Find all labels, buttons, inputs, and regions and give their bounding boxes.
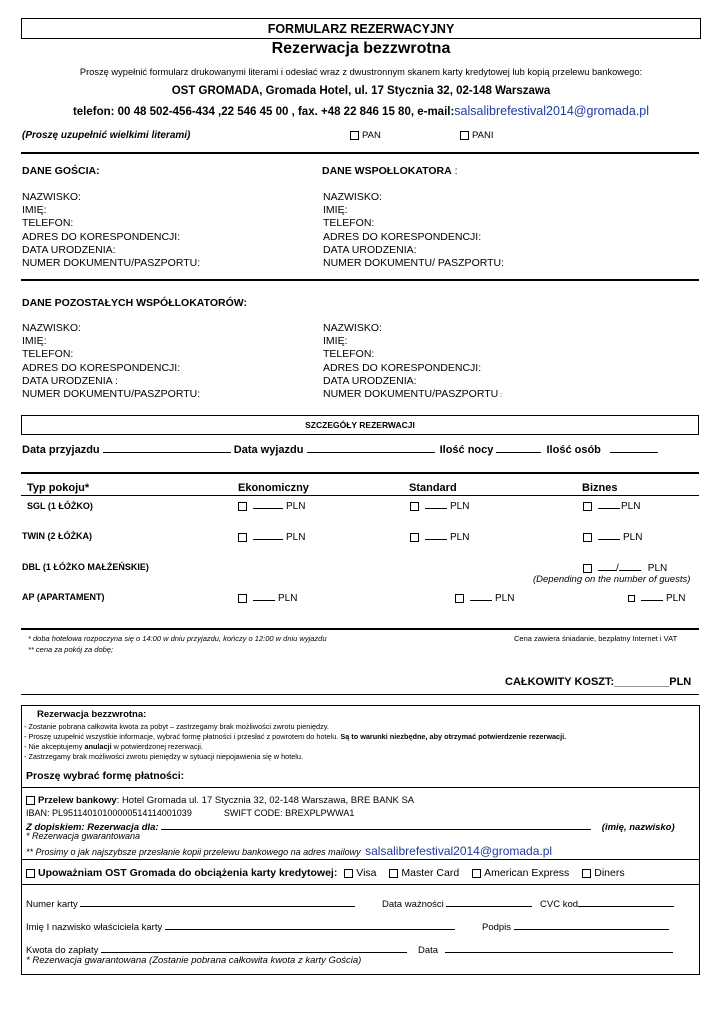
price-separator: / [616, 563, 619, 574]
transfer-iban: IBAN: PL95114010100000514114001039 [26, 808, 192, 818]
checkbox-icon [455, 594, 464, 603]
currency-label: PLN [450, 501, 470, 512]
card-type-label: American Express [484, 867, 570, 879]
guest-field-name[interactable]: IMIĘ: [22, 204, 47, 217]
guest-field-phone[interactable]: TELEFON: [22, 217, 74, 230]
card-number-row [26, 896, 355, 910]
checkbox-icon [26, 869, 35, 878]
currency-label: PLN [278, 593, 298, 604]
roommate-field-name[interactable]: IMIĘ: [323, 204, 348, 217]
other2-field-document-wrap[interactable] [323, 388, 502, 402]
guest-field-document[interactable]: NUMER DOKUMENTU/PASZPORTU: [22, 257, 201, 270]
checkbox-icon [238, 533, 247, 542]
checkbox-icon [238, 594, 247, 603]
nonrefund-line3-text: - Nie akceptujemy [24, 742, 85, 751]
checkbox-icon [472, 869, 481, 878]
card-signature-field[interactable] [514, 919, 669, 930]
checkbox-icon [350, 131, 359, 140]
others-right-fields [323, 322, 502, 402]
room-header-business: Biznes [582, 482, 618, 494]
room-header-economy: Ekonomiczny [238, 482, 309, 494]
transfer-email-link[interactable]: salsalibrefestival2014@gromada.pl [365, 844, 553, 858]
checkbox-icon [583, 564, 592, 573]
card-date-field[interactable] [445, 942, 673, 953]
divider [21, 279, 699, 281]
divider [21, 628, 699, 630]
room-type-dbl: DBL (1 ŁÓŻKO MAŁŻEŃSKIE) [22, 562, 149, 572]
price-twin-business[interactable] [583, 530, 642, 543]
contact-email-link[interactable]: salsalibrefestival2014@gromada.pl [454, 104, 650, 118]
nights-field[interactable] [496, 442, 541, 453]
price-blank [598, 530, 620, 540]
price-blank [598, 499, 620, 509]
guest-heading: DANE GOŚCIA: [22, 165, 100, 177]
card-number-label: Numer karty [26, 899, 78, 910]
price-ap-business[interactable] [628, 591, 685, 604]
transfer-send-copy-text: ** Prosimy o jak najszybsze przesłanie kopii przelewu bankowego na adres mailowy [26, 847, 361, 857]
nonrefund-line1: - Zostanie pobrana całkowita kwota za pobyt – zastrzegamy brak możliwości zwrotu pieniędzy. [24, 722, 329, 731]
nonrefund-line3-rest: w potwierdzonej rezerwacji. [111, 742, 203, 751]
checkbox-icon [389, 869, 398, 878]
price-ap-economy[interactable] [238, 591, 297, 604]
guest-field-birthdate[interactable]: DATA URODZENIA: [22, 243, 116, 256]
total-currency: PLN [669, 676, 692, 688]
nights-label: Ilość nocy [439, 444, 494, 456]
price-twin-economy[interactable] [238, 530, 305, 543]
card-date-label: Data [418, 945, 439, 956]
reservation-heading: SZCZEGÓŁY REZERWACJI [305, 420, 415, 430]
price-sgl-standard[interactable] [410, 499, 469, 512]
nonrefund-title: Rezerwacja bezzwrotna: [37, 709, 147, 720]
contact-line [21, 104, 701, 118]
title-option-label: PAN [362, 130, 381, 141]
roommate-field-address[interactable]: ADRES DO KORESPONDENCJI: [323, 230, 482, 243]
persons-field[interactable] [610, 442, 658, 453]
other1-field-name[interactable]: IMIĘ: [22, 335, 47, 348]
price-sgl-economy[interactable] [238, 499, 305, 512]
currency-label: PLN [623, 532, 643, 543]
nonrefund-line2-bold: Są to warunki niezbędne, aby otrzymać potwierdzenie rezerwacji. [340, 732, 567, 741]
payment-heading: Proszę wybrać formę płatności: [26, 770, 185, 782]
arrival-date-field[interactable] [103, 442, 231, 453]
other1-field-address[interactable]: ADRES DO KORESPONDENCJI: [22, 361, 181, 374]
form-title-box [21, 18, 701, 39]
transfer-label: Przelew bankowy [38, 795, 117, 806]
nonrefund-line3-bold: anulacji [84, 742, 112, 751]
transfer-option[interactable] [26, 795, 414, 806]
other1-field-surname[interactable]: NAZWISKO: [22, 322, 81, 334]
total-blank: _________ [614, 676, 670, 688]
departure-label: Data wyjazdu [233, 444, 304, 456]
card-authorize-label: Upoważniam OST Gromada do obciążenia karty kredytowej: [38, 867, 338, 879]
card-authorize-line [26, 867, 625, 879]
divider [21, 152, 699, 154]
card-date-row [418, 942, 673, 956]
transfer-title-field[interactable] [161, 819, 591, 830]
reservation-heading-box [21, 415, 699, 435]
card-footnote: * Rezerwacja gwarantowana (Zostanie pobrana całkowita kwota z karty Gościa) [26, 955, 362, 966]
title-option-label: PANI [472, 130, 494, 141]
room-type-ap: AP (APARTAMENT) [22, 592, 105, 602]
divider [21, 495, 699, 496]
guest-field-address[interactable]: ADRES DO KORESPONDENCJI: [22, 230, 181, 243]
other2-field-document: NUMER DOKUMENTU/PASZPORTU [323, 388, 499, 401]
roommate-field-surname[interactable]: NAZWISKO: [323, 191, 382, 203]
checkbox-icon [583, 502, 592, 511]
divider [21, 859, 700, 860]
others-left-fields [22, 322, 200, 401]
checkbox-icon [344, 869, 353, 878]
others-heading: DANE POZOSTAŁYCH WSPÓŁLOKATORÓW: [22, 297, 247, 309]
divider [21, 472, 699, 474]
card-expiry-row [382, 896, 532, 910]
price-ap-standard[interactable] [455, 591, 514, 604]
card-holder-label: Imię I nazwisko właściciela karty [26, 922, 163, 933]
card-authorize-option[interactable] [26, 867, 337, 879]
currency-label: PLN [286, 501, 306, 512]
nonrefund-line2-text: - Proszę uzupełnić wszystkie informacje, wybrać formę płatności i przesłać z powrotem do hotelu. [24, 732, 341, 741]
roommate-field-phone[interactable]: TELEFON: [323, 217, 375, 230]
other2-field-phone[interactable]: TELEFON: [323, 348, 375, 361]
departure-date-field[interactable] [307, 442, 435, 453]
roommate-field-document[interactable]: NUMER DOKUMENTU/ PASZPORTU: [323, 257, 505, 270]
checkbox-icon [238, 502, 247, 511]
other1-field-phone[interactable]: TELEFON: [22, 348, 74, 361]
footnote-checkin: * doba hotelowa rozpoczyna się o 14:00 w dniu przyjazdu, kończy o 12:00 w dniu wyjazdu [28, 634, 327, 643]
roommate-heading-wrap [322, 165, 458, 177]
other2-field-name[interactable]: IMIĘ: [323, 335, 348, 348]
card-type-label: Master Card [401, 867, 460, 879]
transfer-title-suffix: (imię, nazwisko) [601, 822, 675, 833]
guest-field-surname[interactable]: NAZWISKO: [22, 191, 81, 203]
transfer-title-label: Z dopiskiem: Rezerwacja dla: [26, 822, 159, 833]
arrival-label: Data przyjazdu [22, 444, 100, 456]
price-blank [253, 591, 275, 601]
price-blank [641, 591, 663, 601]
card-type-label: Visa [356, 867, 377, 879]
hotel-address: OST GROMADA, Gromada Hotel, ul. 17 Stycznia 32, 02-148 Warszawa [171, 85, 551, 97]
card-signature-row [482, 919, 669, 933]
currency-label: PLN [666, 593, 686, 604]
other2-field-address[interactable]: ADRES DO KORESPONDENCJI: [323, 361, 482, 374]
currency-label: PLN [621, 501, 641, 512]
other2-field-document-suffix: : [498, 392, 503, 400]
transfer-details: : Hotel Gromada ul. 17 Stycznia 32, 02-148 Warszawa, BRE BANK SA [116, 795, 415, 806]
card-expiry-field[interactable] [446, 896, 532, 907]
roommate-heading: DANE WSPOŁLOKATORA [322, 165, 452, 177]
card-type-label: Diners [594, 867, 625, 879]
roommate-fields [323, 191, 504, 270]
instructions: Proszę wypełnić formularz drukowanymi literami i odesłać wraz z dwustronnym skanem karty kredytowej lub kopią przelewu bankowego: [79, 67, 643, 77]
card-amount-row [26, 942, 407, 956]
other1-field-document[interactable]: NUMER DOKUMENTU/PASZPORTU: [22, 388, 201, 401]
card-number-field[interactable] [80, 896, 355, 907]
currency-label: PLN [495, 593, 515, 604]
price-dbl-business[interactable] [583, 561, 667, 574]
checkbox-icon [628, 595, 635, 602]
price-sgl-business[interactable] [583, 499, 640, 512]
card-holder-row [26, 919, 455, 933]
checkbox-icon [26, 796, 35, 805]
transfer-swift: SWIFT CODE: BREXPLPWWA1 [223, 808, 355, 818]
checkbox-icon [460, 131, 469, 140]
card-cvc-field[interactable] [578, 896, 674, 907]
price-blank [253, 499, 283, 509]
dbl-note: (Depending on the number of guests) [533, 574, 691, 585]
room-header-standard: Standard [409, 482, 457, 494]
card-type-mastercard[interactable] [389, 867, 459, 879]
title-option-pani[interactable] [460, 130, 493, 141]
price-blank [598, 561, 616, 571]
transfer-send-copy [26, 842, 552, 860]
checkbox-icon [583, 533, 592, 542]
card-holder-field[interactable] [165, 919, 455, 930]
price-includes: Cena zawiera śniadanie, bezpłatny Internet i VAT [514, 634, 678, 643]
checkbox-icon [410, 502, 419, 511]
card-type-amex[interactable] [472, 867, 569, 879]
form-title: FORMULARZ REZERWACYJNY [267, 22, 455, 36]
room-header-type: Typ pokoju* [27, 482, 90, 494]
price-blank [425, 499, 447, 509]
currency-label: PLN [450, 532, 470, 543]
card-amount-field[interactable] [101, 942, 407, 953]
divider [21, 787, 700, 788]
currency-label: PLN [647, 563, 668, 574]
price-blank [425, 530, 447, 540]
room-type-twin: TWIN (2 ŁÓŻKA) [22, 531, 92, 541]
reservation-dates-row [22, 442, 658, 456]
divider [21, 694, 699, 695]
card-signature-label: Podpis [482, 922, 512, 933]
price-blank [253, 530, 283, 540]
card-expiry-label: Data ważności [382, 899, 444, 910]
price-twin-standard[interactable] [410, 530, 469, 543]
roommate-field-birthdate[interactable]: DATA URODZENIA: [323, 243, 417, 256]
currency-label: PLN [286, 532, 306, 543]
price-blank [470, 591, 492, 601]
nonrefund-line3 [24, 742, 203, 751]
title-option-pan[interactable] [350, 130, 381, 141]
card-type-visa[interactable] [344, 867, 376, 879]
other2-field-surname[interactable]: NAZWISKO: [323, 322, 382, 334]
capitals-note: (Proszę uzupełnić wielkimi literami) [22, 130, 191, 141]
nonrefund-line2 [24, 732, 566, 741]
transfer-bank-codes [26, 808, 354, 818]
card-amount-label: Kwota do zapłaty [26, 945, 99, 956]
total-cost[interactable] [505, 676, 691, 688]
room-type-sgl: SGL (1 ŁÓŻKO) [27, 501, 93, 511]
footnote-price: ** cena za pokój za dobę; [28, 645, 114, 654]
contact-prefix: telefon: 00 48 502-456-434 ,22 546 45 00 , fax. +48 22 846 15 80, e-mail: [72, 106, 455, 118]
persons-label: Ilość osób [546, 444, 601, 456]
card-cvc-label: CVC kod [540, 899, 579, 910]
checkbox-icon [410, 533, 419, 542]
form-subtitle: Rezerwacja bezzwrotna [271, 40, 451, 57]
checkbox-icon [582, 869, 591, 878]
other2-field-birthdate[interactable]: DATA URODZENIA: [323, 374, 417, 387]
card-type-diners[interactable] [582, 867, 624, 879]
transfer-guaranteed: * Rezerwacja gwarantowana [26, 831, 141, 841]
total-label: CAŁKOWITY KOSZT: [505, 676, 615, 688]
price-blank [619, 561, 641, 571]
other1-field-birthdate[interactable]: DATA URODZENIA : [22, 374, 118, 387]
guest-fields [22, 191, 200, 270]
divider [21, 884, 700, 885]
card-cvc-row [540, 896, 674, 910]
roommate-heading-suffix: : [451, 165, 458, 177]
nonrefund-line4: - Zastrzegamy brak możliwości zwrotu pieniędzy w sytuacji niepojawienia się w hotelu. [24, 752, 304, 761]
